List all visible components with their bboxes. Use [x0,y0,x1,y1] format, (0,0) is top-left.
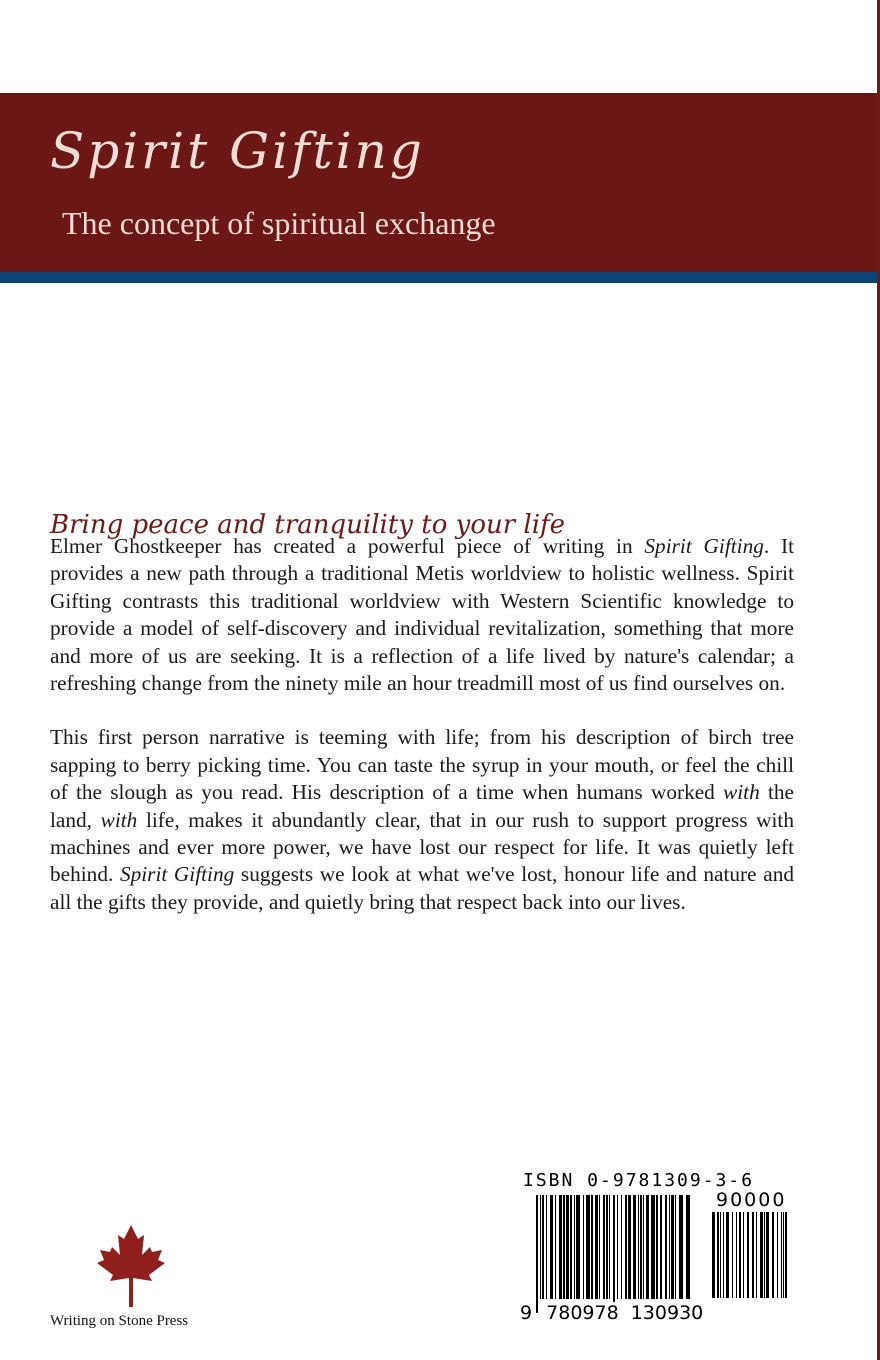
barcode-bar [640,1195,642,1299]
barcode-bar [570,1195,572,1299]
barcode-bar [583,1195,584,1299]
barcode-bar [613,1195,615,1313]
barcode-bar [536,1195,538,1313]
barcode-bar [717,1212,719,1298]
blurb-text: . It provides a new path through a traditional Metis worldview to holistic wellness. Spirit Gifting contrasts this traditional worldview with Western Scientific knowledge to provide a model of self-discovery and individual revitalization, something that more and more of us are seeking. It is a reflection of a life lived by nature's calendar; a refreshing change from the ninety mile an hour treadmill most of us find ourselves on. [50,534,794,696]
book-title: Spirit Gifting [50,122,425,180]
blurb-text: Spirit Gifting [644,534,764,558]
blurb-text: suggests we look at what we've lost, honour life and nature and all the gifts they provide, and quietly bring that respect back into our lives. [50,862,794,914]
barcode [536,1195,796,1315]
barcode-bar [671,1195,674,1299]
barcode-bar [781,1212,782,1298]
barcode-bar [764,1212,765,1298]
barcode-bar [643,1195,644,1299]
barcode-bar [669,1195,670,1299]
ean-left-group: 780978 [546,1302,619,1324]
barcode-bar [628,1195,631,1299]
barcode-bar [739,1212,741,1298]
blurb-text: Spirit Gifting [119,862,235,887]
barcode-bar [646,1195,649,1299]
barcode-bar [542,1195,544,1299]
barcode-bar [752,1212,754,1298]
barcode-bar [679,1195,683,1299]
barcode-bar [736,1212,737,1298]
barcode-bar [595,1195,598,1299]
barcode-bar [712,1212,715,1298]
blurb-text: This first person narrative is teeming with life; from his description of birch tree sapping to berry picking time. You can taste the syrup in your mouth, or feel the chill of the slough as you read. His description of a time when humans worked [50,725,794,805]
barcode-bar [656,1195,658,1299]
barcode-bar [546,1195,547,1299]
barcode-bar [574,1195,575,1299]
ean-first-digit: 9 [520,1302,533,1324]
barcode-bar [555,1195,556,1299]
barcode-bar [591,1195,593,1299]
barcode-bar [651,1195,655,1299]
barcode-bar [772,1212,774,1298]
barcode-bar [720,1212,721,1298]
barcode-bar [660,1195,662,1299]
barcode-bar [785,1212,787,1298]
blurb-text: with [100,807,138,832]
tagline: Bring peace and tranquility to your life [50,510,566,540]
barcode-bar [603,1195,605,1299]
blurb-text: with [723,780,760,805]
barcode-bar [675,1195,676,1299]
barcode-bar [563,1195,565,1299]
barcode-bar [665,1195,667,1299]
barcode-bar [540,1195,541,1299]
barcode-bar [621,1195,622,1299]
barcode-bar [550,1195,553,1299]
barcode-bar [756,1212,757,1298]
blurb-text: the land, [50,780,795,832]
blurb-text: life, makes it abundantly clear, that in our rush to support progress with machines and ever more power, we have lost our respect for life. It was quietly left behind. [50,807,794,887]
barcode-bar [633,1195,636,1299]
blurb [50,533,794,943]
ean-right-group: 130930 [630,1302,704,1324]
blurb-paragraph-1 [50,533,794,697]
ean-digits [519,1302,704,1324]
book-subtitle: The concept of spiritual exchange [62,205,496,241]
barcode-bar [747,1212,749,1298]
barcode-bar [726,1212,729,1298]
blurb-paragraph-2 [50,724,794,916]
barcode-bar [625,1195,627,1299]
isbn-label: ISBN 0-9781309-3-6 [523,1170,755,1191]
barcode-bar [559,1195,562,1299]
barcode-bar [617,1195,618,1299]
barcode-bar [723,1212,724,1298]
title-band [0,93,877,272]
barcode-bar [638,1195,639,1299]
barcode-bar [760,1212,763,1298]
barcode-bar [686,1195,690,1299]
barcode-bar [566,1195,569,1299]
barcode-bar [743,1212,744,1298]
blurb-text: Elmer Ghostkeeper has created a powerful piece of writing in [50,534,645,558]
price-code: 90000 [716,1189,787,1211]
barcode-bar [783,1212,784,1298]
barcode-bar [732,1212,733,1298]
publisher-name: Writing on Stone Press [50,1313,189,1329]
blue-stripe [0,272,877,283]
barcode-bar [599,1195,600,1299]
barcode-bar [586,1195,590,1299]
barcode-bar [766,1212,769,1298]
barcode-bar [777,1212,778,1298]
maple-leaf-icon [94,1225,168,1307]
barcode-bar [606,1195,608,1299]
barcode-bar [576,1195,580,1299]
barcode-bar [609,1195,610,1299]
